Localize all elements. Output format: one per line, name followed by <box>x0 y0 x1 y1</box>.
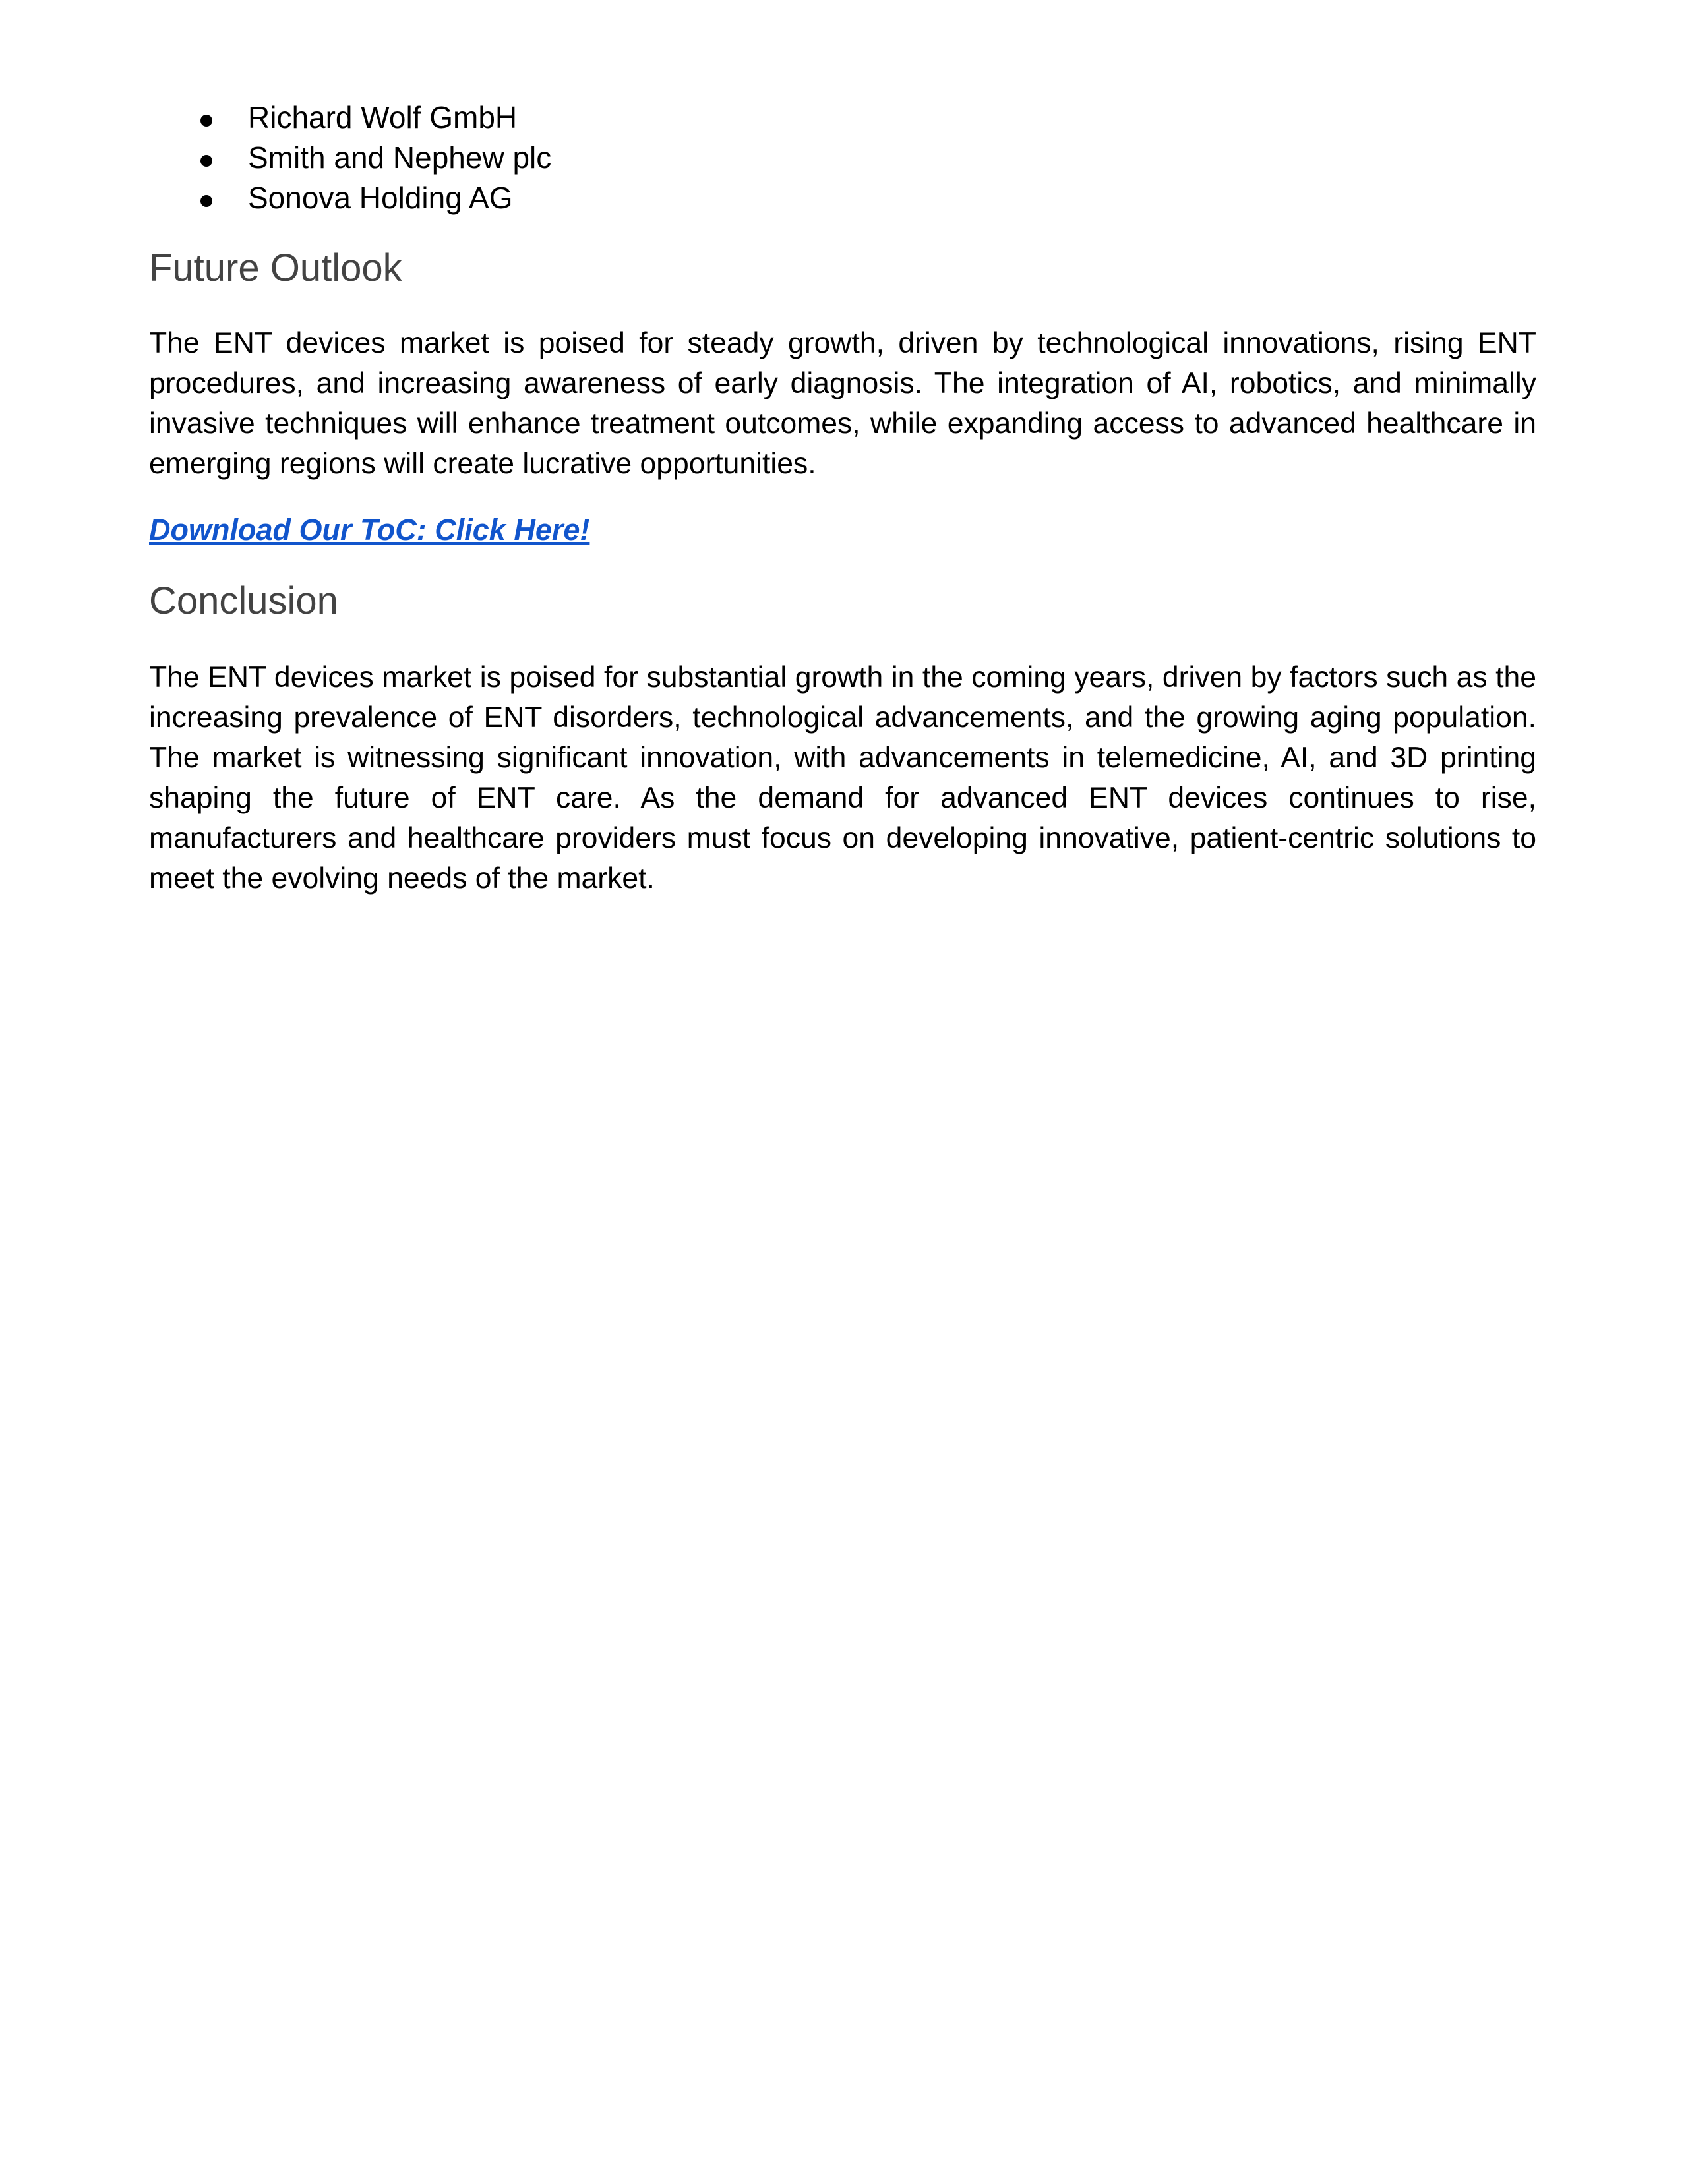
company-list <box>149 98 1536 218</box>
list-item <box>149 178 1536 218</box>
bullet-icon <box>200 195 212 207</box>
conclusion-paragraph: The ENT devices market is poised for substantial growth in the coming years, driven by factors such as the increasing prevalence of ENT disorders, technological advancements, and the growing aging population. The market is witnessing significant innovation, with advancements in telemedicine, AI, and 3D printing shaping the future of ENT care. As the demand for advanced ENT devices continues to rise, manufacturers and healthcare providers must focus on developing innovative, patient-centric solutions to meet the evolving needs of the market. <box>149 661 1536 895</box>
company-name: Sonova Holding AG <box>248 181 513 215</box>
future-outlook-paragraph: The ENT devices market is poised for steady growth, driven by technological innovations, rising ENT procedures, and increasing awareness of early diagnosis. The integration of AI, robotics, and minimally invasive techniques will enhance treatment outcomes, while expanding access to advanced healthcare in emerging regions will create lucrative opportunities. <box>149 327 1536 480</box>
conclusion-heading: Conclusion <box>149 579 338 622</box>
download-toc-link[interactable]: Download Our ToC: Click Here! <box>149 513 590 546</box>
bullet-icon <box>200 115 212 127</box>
list-item <box>149 98 1536 138</box>
company-name: Richard Wolf GmbH <box>248 100 518 134</box>
list-item <box>149 138 1536 178</box>
future-outlook-heading: Future Outlook <box>149 247 402 289</box>
company-name: Smith and Nephew plc <box>248 140 552 175</box>
bullet-icon <box>200 155 212 167</box>
